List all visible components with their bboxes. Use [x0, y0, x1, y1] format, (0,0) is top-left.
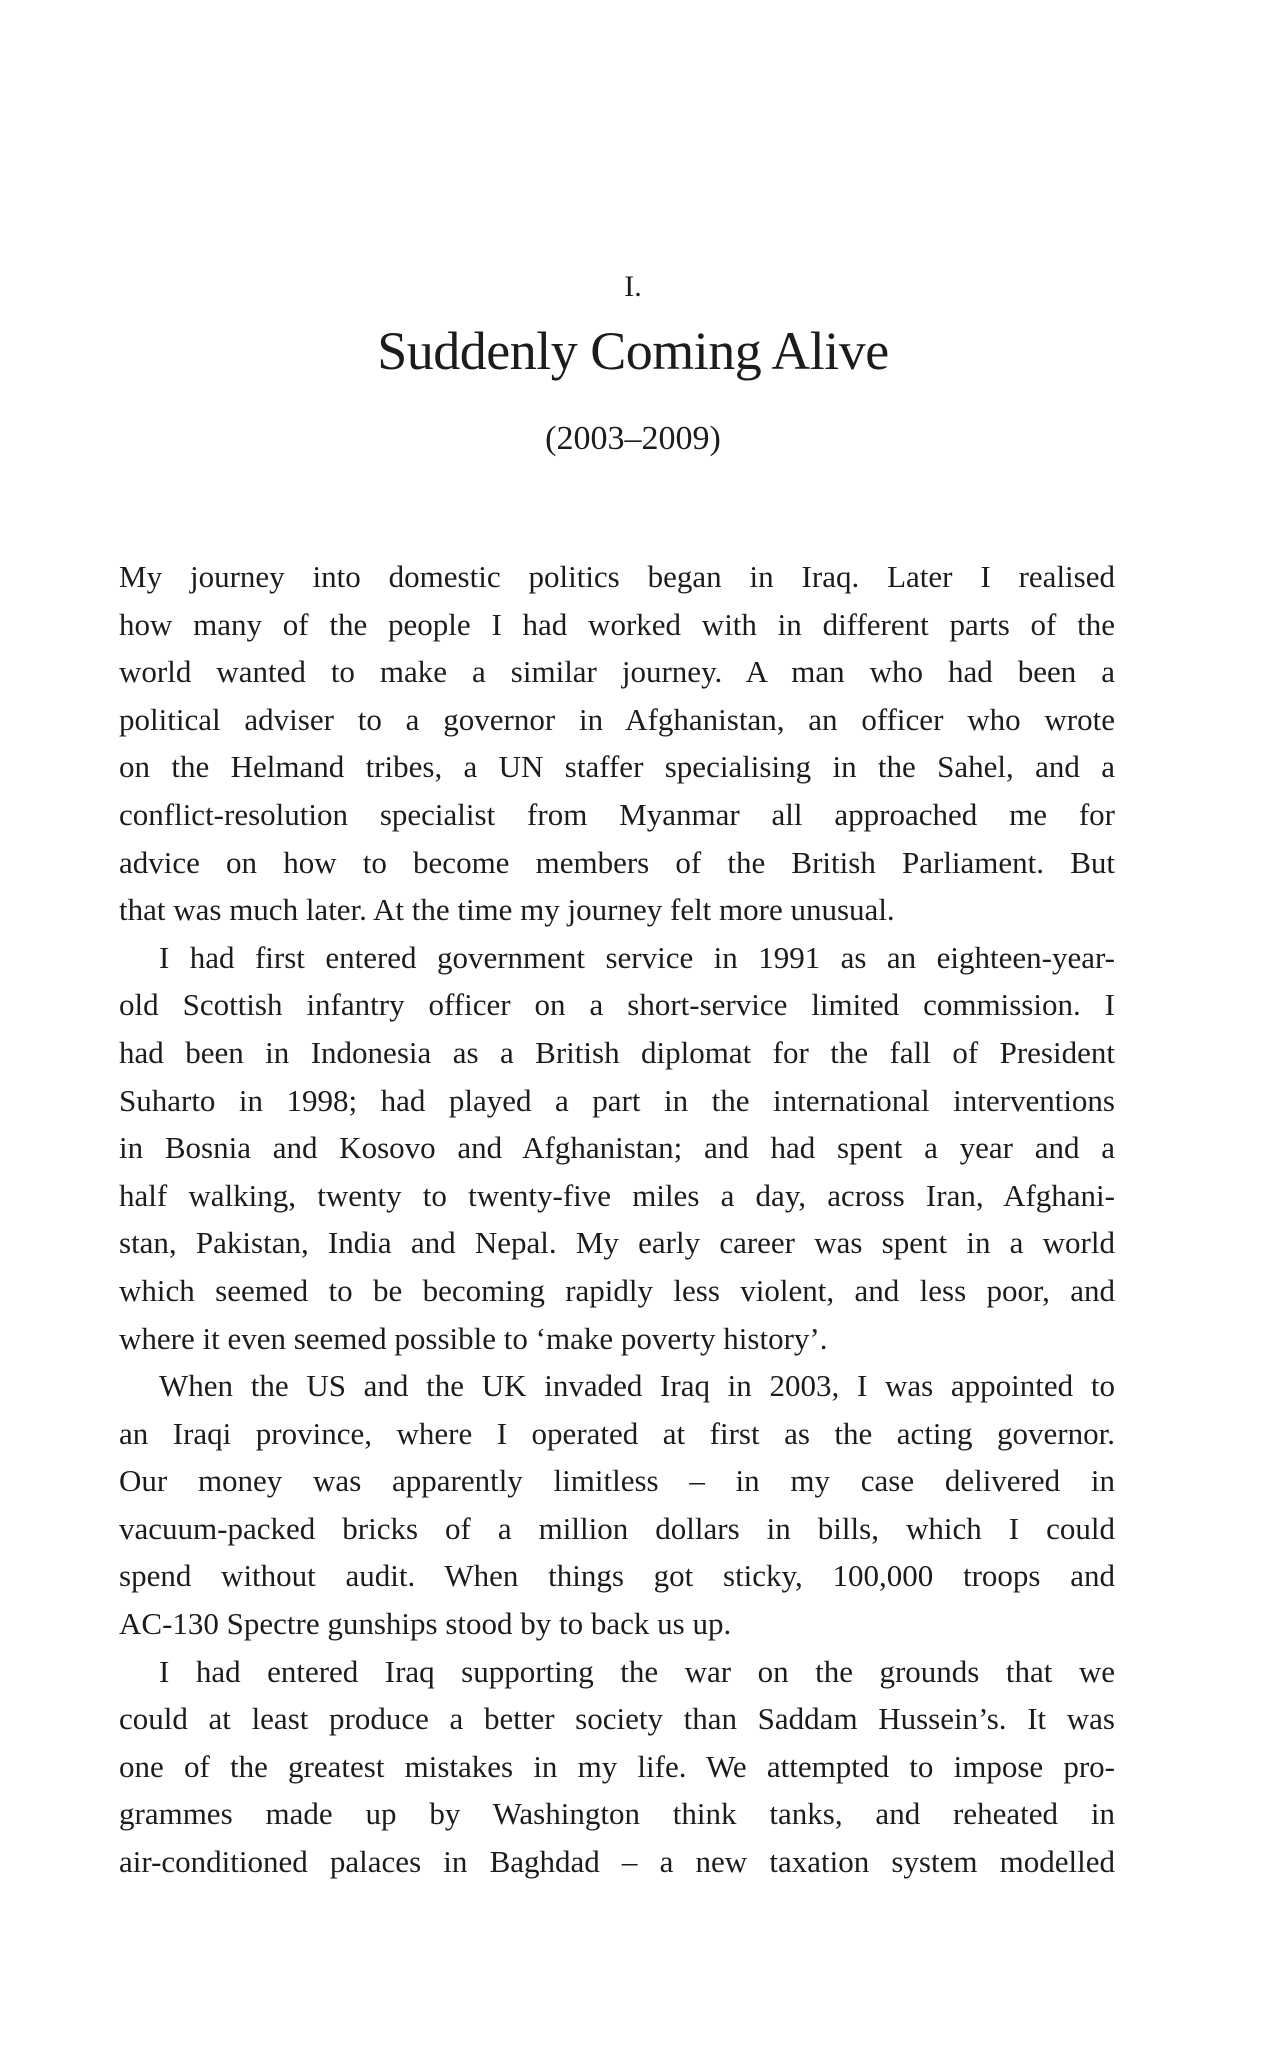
text-line: which seemed to be becoming rapidly less violent, and less poor, and: [119, 1272, 1115, 1308]
text-line: When the US and the UK invaded Iraq in 2003, I was appointed to: [159, 1368, 1115, 1404]
text-line: on the Helmand tribes, a UN staffer specialising in the Sahel, and a: [119, 749, 1115, 785]
paragraph: [119, 934, 1115, 1362]
text-line: My journey into domestic politics began in Iraq. Later I realised: [119, 559, 1115, 594]
text-line: Our money was apparently limitless – in my case delivered in: [119, 1463, 1115, 1499]
text-line: in Bosnia and Kosovo and Afghanistan; and had spent a year and a: [119, 1130, 1115, 1166]
text-line: had been in Indonesia as a British diplomat for the fall of President: [119, 1034, 1115, 1070]
text-line: spend without audit. When things got sticky, 100,000 troops and: [119, 1558, 1115, 1594]
text-line: half walking, twenty to twenty-five miles a day, across Iran, Afghani-: [119, 1177, 1115, 1213]
chapter-dates: (2003–2009): [545, 420, 721, 457]
text-line: how many of the people I had worked with in different parts of the: [119, 606, 1115, 642]
text-line: I had first entered government service in 1991 as an eighteen-year-: [159, 939, 1115, 975]
text-line: vacuum-packed bricks of a million dollars in bills, which I could: [119, 1510, 1115, 1546]
text-line: stan, Pakistan, India and Nepal. My early career was spent in a world: [119, 1225, 1115, 1261]
text-line: advice on how to become members of the British Parliament. But: [119, 844, 1115, 880]
text-line: could at least produce a better society than Saddam Hussein’s. It was: [119, 1701, 1115, 1737]
text-line: AC-130 Spectre gunships stood by to back us up.: [119, 1606, 732, 1642]
text-line: one of the greatest mistakes in my life. We attempted to impose pro-: [119, 1748, 1115, 1784]
paragraph: [119, 1648, 1115, 1886]
chapter-number: I.: [624, 270, 642, 303]
chapter-title: Suddenly Coming Alive: [377, 321, 889, 381]
text-line: Suharto in 1998; had played a part in the international interventions: [119, 1082, 1115, 1118]
text-line: where it even seemed possible to ‘make poverty history’.: [119, 1320, 828, 1356]
text-line: old Scottish infantry officer on a short-service limited commission. I: [119, 987, 1115, 1023]
text-line: world wanted to make a similar journey. A man who had been a: [119, 654, 1115, 690]
text-line: grammes made up by Washington think tanks, and reheated in: [119, 1796, 1115, 1832]
paragraph: [119, 1362, 1115, 1648]
text-line: that was much later. At the time my journey felt more unusual.: [119, 892, 895, 928]
text-line: political adviser to a governor in Afghanistan, an officer who wrote: [119, 701, 1115, 737]
text-line: conflict-resolution specialist from Myanmar all approached me for: [119, 796, 1115, 832]
paragraph: [119, 553, 1115, 934]
text-line: I had entered Iraq supporting the war on the grounds that we: [159, 1653, 1115, 1689]
text-line: an Iraqi province, where I operated at first as the acting governor.: [119, 1415, 1115, 1451]
text-line: air-conditioned palaces in Baghdad – a new taxation system modelled: [119, 1844, 1115, 1880]
body-text: [119, 553, 1115, 1886]
